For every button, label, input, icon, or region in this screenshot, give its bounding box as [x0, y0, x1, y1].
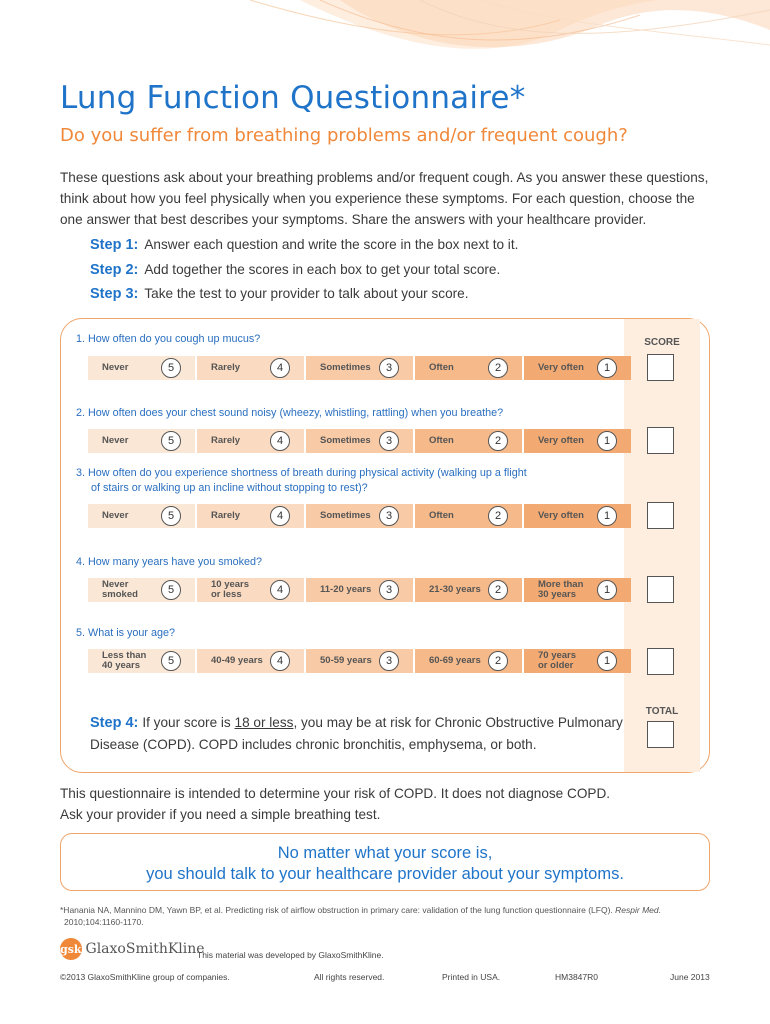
step-2-label: Step 2: — [90, 262, 139, 278]
score-header: SCORE — [644, 337, 680, 348]
answer-option[interactable] — [197, 504, 304, 528]
answer-label: Rarely — [211, 435, 241, 446]
footnote — [60, 904, 700, 928]
answer-option[interactable] — [415, 429, 522, 453]
copyright: ©2013 GlaxoSmithKline group of companies. — [60, 972, 230, 982]
answer-label — [102, 651, 146, 671]
total-header: TOTAL — [645, 706, 679, 717]
score-box-2[interactable] — [647, 427, 674, 454]
points-circle: 3 — [379, 651, 399, 671]
document-code: HM3847R0 — [555, 972, 598, 982]
answer-label: 11-20 years — [320, 584, 372, 595]
developed-by: This material was developed by GlaxoSmithKline. — [197, 950, 384, 960]
question-2: 2. How often does your chest sound noisy (wheezy, whistling, rattling) when you breathe? — [76, 407, 504, 419]
answer-option[interactable] — [524, 429, 631, 453]
points-circle: 5 — [161, 506, 181, 526]
answer-row-4 — [88, 578, 631, 602]
answer-option[interactable] — [88, 649, 195, 673]
questionnaire-panel — [60, 318, 710, 773]
points-circle: 2 — [488, 580, 508, 600]
answer-option[interactable] — [306, 504, 413, 528]
gsk-logo-mark: gsk — [60, 938, 82, 960]
answer-label — [102, 580, 138, 600]
step-1-text: Answer each question and write the score in the box next to it. — [144, 237, 519, 252]
answer-option[interactable] — [306, 356, 413, 380]
answer-row-5 — [88, 649, 631, 673]
answer-option[interactable] — [306, 649, 413, 673]
points-circle: 3 — [379, 431, 399, 451]
question-1: 1. How often do you cough up mucus? — [76, 333, 261, 345]
question-5: 5. What is your age? — [76, 627, 176, 639]
points-circle: 4 — [270, 651, 290, 671]
points-circle: 2 — [488, 431, 508, 451]
gsk-logo — [60, 938, 205, 960]
answer-option[interactable] — [197, 356, 304, 380]
answer-label — [538, 580, 583, 600]
points-circle: 2 — [488, 358, 508, 378]
answer-option[interactable] — [524, 504, 631, 528]
answer-label-line-2: 40 years — [102, 660, 141, 671]
footnote-journal: Respir Med. — [615, 905, 661, 915]
disclaimer-line-1: This questionnaire is intended to determine your risk of COPD. It does not diagnose COPD. — [60, 786, 611, 801]
answer-label-line-1: Less than — [102, 650, 147, 661]
points-circle: 4 — [270, 506, 290, 526]
answer-label-line-1: More than — [538, 579, 584, 590]
answer-option[interactable] — [197, 578, 304, 602]
answer-label: Never — [102, 435, 129, 446]
answer-label-line-2: or less — [211, 589, 242, 600]
answer-label-line-2: smoked — [102, 589, 138, 600]
answer-option[interactable] — [197, 649, 304, 673]
answer-option[interactable] — [415, 504, 522, 528]
answer-option[interactable] — [524, 649, 631, 673]
question-4: 4. How many years have you smoked? — [76, 556, 263, 568]
answer-label-line-1: 10 years — [211, 579, 250, 590]
callout-box — [60, 833, 710, 891]
answer-row-3 — [88, 504, 631, 528]
step-3 — [90, 286, 469, 302]
points-circle: 1 — [597, 506, 617, 526]
callout-line-2: you should talk to your healthcare provider about your symptoms. — [146, 865, 624, 883]
answer-label: Often — [429, 362, 454, 373]
answer-label — [538, 651, 576, 671]
points-circle: 4 — [270, 431, 290, 451]
answer-option[interactable] — [524, 578, 631, 602]
answer-label-line-1: Never — [102, 579, 129, 590]
answer-option[interactable] — [88, 429, 195, 453]
points-circle: 4 — [270, 580, 290, 600]
total-score-box[interactable] — [647, 721, 674, 748]
step-3-label: Step 3: — [90, 286, 139, 302]
answer-row-1 — [88, 356, 631, 380]
question-3 — [76, 466, 596, 496]
step-4-threshold: 18 or less — [234, 715, 294, 730]
document-date: June 2013 — [670, 972, 710, 982]
points-circle: 3 — [379, 506, 399, 526]
answer-option[interactable] — [415, 649, 522, 673]
answer-label: Rarely — [211, 362, 241, 373]
answer-option[interactable] — [88, 356, 195, 380]
points-circle: 5 — [161, 431, 181, 451]
answer-label: Rarely — [211, 510, 241, 521]
points-circle: 3 — [379, 358, 399, 378]
answer-row-2 — [88, 429, 631, 453]
points-circle: 1 — [597, 431, 617, 451]
footnote-citation: *Hanania NA, Mannino DM, Yawn BP, et al. Predicting risk of airflow obstruction in primary care: validation of the lung function questionnaire (LFQ). — [60, 905, 616, 915]
answer-option[interactable] — [306, 429, 413, 453]
step-2-text: Add together the scores in each box to get your total score. — [144, 262, 501, 277]
answer-label-line-2: or older — [538, 660, 574, 671]
disclaimer — [60, 783, 700, 825]
step-4-text-post: , you may be at risk for Chronic Obstructive Pulmonary Disease (COPD). COPD includes chronic bronchitis, emphysema, or both. — [90, 715, 623, 752]
points-circle: 2 — [488, 651, 508, 671]
step-1 — [90, 237, 518, 253]
answer-label: Very often — [538, 510, 584, 521]
footnote-citation-2: 2010;104:1160-1170. — [64, 917, 144, 927]
disclaimer-line-2: Ask your provider if you need a simple breathing test. — [60, 807, 381, 822]
answer-option[interactable] — [524, 356, 631, 380]
answer-option[interactable] — [306, 578, 413, 602]
score-box-1[interactable] — [647, 354, 674, 381]
question-3-line-1: 3. How often do you experience shortness of breath during physical activity (walking up a flight — [76, 467, 527, 479]
score-column — [624, 319, 700, 772]
points-circle: 5 — [161, 651, 181, 671]
answer-label: Never — [102, 510, 129, 521]
answer-label: Never — [102, 362, 129, 373]
answer-label: Sometimes — [320, 435, 371, 446]
points-circle: 4 — [270, 358, 290, 378]
points-circle: 1 — [597, 358, 617, 378]
answer-option[interactable] — [415, 578, 522, 602]
answer-label-line-1: 70 years — [538, 650, 577, 661]
answer-option[interactable] — [197, 429, 304, 453]
answer-label: Very often — [538, 435, 584, 446]
answer-label: Sometimes — [320, 362, 371, 373]
intro-paragraph: These questions ask about your breathing problems and/or frequent cough. As you answer these questions, think about how you feel physically when you experience these symptoms. For each question, choose the one answer that best describes your symptoms. Share the answers with your healthcare provider. — [60, 170, 709, 227]
score-box-3[interactable] — [647, 502, 674, 529]
answer-option[interactable] — [88, 578, 195, 602]
points-circle: 5 — [161, 580, 181, 600]
callout-line-1: No matter what your score is, — [277, 844, 493, 862]
step-3-text: Take the test to your provider to talk about your score. — [144, 286, 469, 301]
answer-label: 50-59 years — [320, 655, 372, 666]
question-3-line-2: of stairs or walking up an incline without stopping to rest)? — [91, 482, 368, 494]
answer-label: 40-49 years — [211, 655, 263, 666]
points-circle: 1 — [597, 651, 617, 671]
points-circle: 1 — [597, 580, 617, 600]
points-circle: 2 — [488, 506, 508, 526]
points-circle: 3 — [379, 580, 399, 600]
page-subtitle: Do you suffer from breathing problems and/or frequent cough? — [60, 125, 628, 146]
step-1-label: Step 1: — [90, 237, 139, 253]
step-2 — [90, 262, 500, 278]
step-4 — [90, 712, 630, 756]
score-box-5[interactable] — [647, 648, 674, 675]
points-circle: 5 — [161, 358, 181, 378]
rights-reserved: All rights reserved. — [314, 972, 385, 982]
page-title: Lung Function Questionnaire* — [60, 80, 526, 116]
step-4-text-pre: If your score is — [142, 715, 235, 730]
answer-label — [211, 580, 249, 600]
answer-label-line-2: 30 years — [538, 589, 577, 600]
step-4-label: Step 4: — [90, 715, 139, 731]
score-box-4[interactable] — [647, 576, 674, 603]
answer-option[interactable] — [415, 356, 522, 380]
gsk-logo-text: GlaxoSmithKline — [85, 941, 205, 957]
answer-label: Very often — [538, 362, 584, 373]
answer-option[interactable] — [88, 504, 195, 528]
printed-in: Printed in USA. — [442, 972, 501, 982]
answer-label: 60-69 years — [429, 655, 481, 666]
answer-label: Often — [429, 435, 454, 446]
answer-label: Often — [429, 510, 454, 521]
answer-label: Sometimes — [320, 510, 371, 521]
answer-label: 21-30 years — [429, 584, 481, 595]
